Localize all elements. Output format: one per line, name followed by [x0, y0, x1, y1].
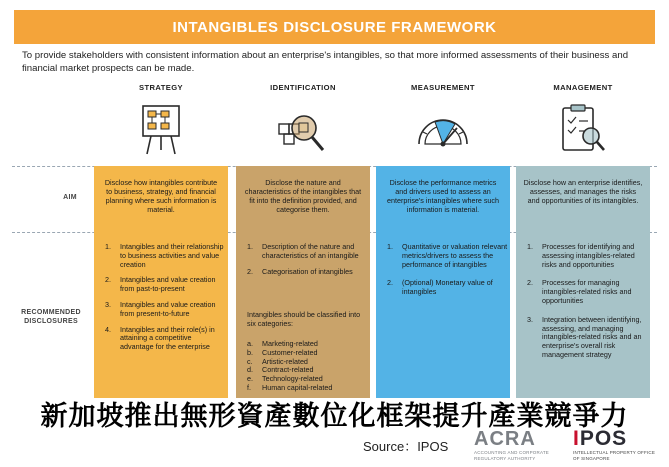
list-item-number: 3. [527, 314, 533, 324]
list-item-text: Processes for identifying and assessing intangibles-related risks and opportunities [542, 242, 635, 269]
list-item-number: 1. [105, 242, 111, 251]
list-management [527, 243, 649, 367]
ipos-logo-letter-i: I [573, 427, 580, 450]
category-item [247, 384, 369, 393]
news-headline: 新加坡推出無形資產數位化框架提升產業競爭力 [40, 401, 629, 432]
list-item-number: 1. [527, 242, 533, 251]
list-measurement [387, 243, 509, 304]
list-item [527, 279, 649, 305]
list-item-number: 3. [105, 299, 111, 309]
list-item-number: 4. [105, 324, 111, 334]
heading-strategy: STRATEGY [139, 83, 183, 92]
list-item [527, 243, 649, 269]
category-text: Contract-related [262, 365, 314, 375]
list-item [247, 243, 369, 261]
category-letter: a. [247, 339, 253, 348]
category-letter: d. [247, 365, 253, 375]
list-item-text: Categorisation of intangibles [262, 266, 353, 276]
list-item [527, 316, 649, 360]
category-letter: b. [247, 347, 253, 357]
aim-identification: Disclose the nature and characteristics of the intangibles that fit into the definition provided, and categorise them. [244, 178, 362, 214]
framework-title: INTANGIBLES DISCLOSURE FRAMEWORK [172, 18, 497, 36]
source-credit: Source：IPOS [363, 439, 449, 454]
gauge-icon [413, 100, 473, 158]
list-item-number: 1. [247, 242, 253, 251]
row-label-aim: AIM [63, 194, 77, 201]
list-item-number: 1. [387, 242, 393, 251]
aim-measurement: Disclose the performance metrics and drivers used to assess an enterprise's intangibles where such information is material. [386, 178, 500, 214]
categories-note: Intangibles should be classified into six categories: [247, 310, 361, 328]
ipos-logo-letters: POS [579, 427, 628, 450]
category-letter: f. [247, 382, 251, 392]
list-identification [247, 243, 369, 283]
acra-logo-subtitle: ACCOUNTING AND CORPORATE REGULATORY AUTHORITY [474, 450, 549, 461]
aim-management: Disclose how an enterprise identifies, assesses, and manages the risks and opportunities of its intangibles. [523, 178, 643, 205]
heading-identification: IDENTIFICATION [270, 83, 336, 92]
category-text: Human capital-related [262, 382, 333, 392]
acra-logo-word: ACRA [474, 428, 536, 450]
list-item-number: 2. [527, 278, 533, 288]
list-item [387, 243, 509, 269]
category-text: Technology-related [262, 374, 323, 384]
list-item [387, 279, 509, 297]
strategy-board-icon [131, 100, 191, 158]
ipos-logo-word [573, 428, 663, 450]
list-item-text: (Optional) Monetary value of intangibles [402, 278, 493, 297]
list-item-number: 2. [247, 266, 253, 276]
clipboard-check-icon [553, 100, 613, 158]
list-item-text: Processes for managing intangibles-related risks and opportunities [542, 278, 632, 305]
list-item [105, 326, 227, 352]
list-item-text: Description of the nature and characteristics of an intangible [262, 242, 359, 260]
aim-strategy: Disclose how intangibles contribute to business, strategy, and financial planning where such information is material. [104, 178, 218, 214]
magnifier-blocks-icon [273, 100, 333, 158]
list-item-text: Intangibles and their relationship to business activities and value creation [120, 242, 224, 269]
list-strategy [105, 243, 227, 359]
category-text: Customer-related [262, 347, 318, 357]
category-text: Marketing-related [262, 339, 318, 348]
list-item-number: 2. [105, 275, 111, 285]
list-item [247, 268, 369, 277]
heading-measurement: MEASUREMENT [411, 83, 475, 92]
ipos-logo [573, 428, 663, 464]
framework-title-bar [14, 10, 655, 44]
list-item-text: Quantitative or valuation relevant metrics/drivers to assess the performance of intangibles [402, 242, 508, 269]
list-item-text: Intangibles and value creation from past-to-present [120, 275, 216, 294]
list-item [105, 276, 227, 294]
category-letter: e. [247, 374, 253, 384]
intro-text: To provide stakeholders with consistent information about an enterprise's intangibles, so that more informed assessments of their business and financial market prospects can be made. [22, 50, 629, 74]
list-item [105, 243, 227, 269]
list-item-number: 2. [387, 278, 393, 288]
category-list [247, 340, 369, 393]
list-item-text: Intangibles and their role(s) in attaining a competitive advantage for the enterprise [120, 324, 215, 352]
heading-management: MANAGEMENT [553, 83, 613, 92]
list-item [105, 301, 227, 319]
category-letter: c. [247, 356, 253, 366]
ipos-logo-subtitle: INTELLECTUAL PROPERTY OFFICE OF SINGAPORE [573, 450, 656, 461]
acra-logo [474, 428, 556, 464]
list-item-text: Integration between identifying, assessing, and managing intangibles-related risks and an enterprise's overall risk management strategy [542, 314, 642, 359]
list-item-text: Intangibles and value creation from present-to-future [120, 299, 216, 318]
row-label-recommended: RECOMMENDED DISCLOSURES [21, 309, 81, 325]
category-text: Artistic-related [262, 356, 308, 366]
